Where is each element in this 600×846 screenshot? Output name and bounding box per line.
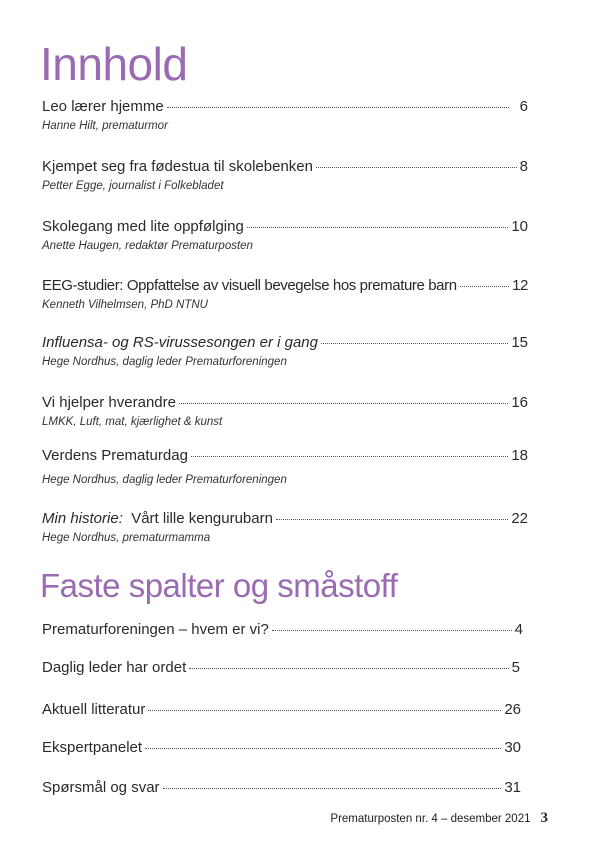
dot-leader	[247, 227, 509, 228]
toc-page: 26	[504, 701, 521, 718]
toc-title: Prematurforeningen – hvem er vi?	[42, 621, 269, 638]
toc-author: Hege Nordhus, prematurmamma	[42, 532, 211, 544]
toc-entry[interactable]	[42, 334, 528, 369]
toc-title: Vårt lille kengurubarn	[131, 510, 273, 527]
toc-page: 15	[511, 334, 528, 351]
dot-leader	[460, 286, 509, 287]
dot-leader	[272, 630, 512, 631]
toc-entry[interactable]	[42, 277, 528, 312]
toc-page: 31	[504, 779, 521, 796]
toc-entry[interactable]	[42, 510, 528, 545]
toc-title: Vi hjelper hverandre	[42, 394, 176, 411]
toc-title: Verdens Prematurdag	[42, 447, 188, 464]
dot-leader	[167, 107, 509, 108]
page-title: Innhold	[40, 38, 188, 90]
toc-page: 8	[519, 158, 528, 175]
toc-title: Spørsmål og svar	[42, 779, 160, 796]
toc-author: Hanne Hilt, prematurmor	[42, 120, 168, 132]
toc-page: 4	[514, 621, 523, 638]
toc-title: Daglig leder har ordet	[42, 659, 187, 676]
toc-title: Skolegang med lite oppfølging	[42, 218, 244, 235]
column-entry[interactable]	[42, 621, 523, 639]
dot-leader	[148, 710, 501, 711]
toc-page: 30	[504, 739, 521, 756]
section-heading: Faste spalter og småstoff	[40, 567, 398, 604]
toc-page: 18	[511, 447, 528, 464]
toc-page-body	[42, 38, 528, 797]
toc-title: Leo lærer hjemme	[42, 98, 164, 115]
dot-leader	[316, 167, 517, 168]
toc-entry[interactable]	[42, 158, 528, 193]
toc-page: 10	[511, 218, 528, 235]
dot-leader	[276, 519, 508, 520]
toc-author: LMKK, Luft, mat, kjærlighet & kunst	[42, 416, 223, 428]
column-entry[interactable]	[42, 779, 521, 797]
column-entry[interactable]	[42, 701, 521, 719]
dot-leader	[179, 403, 508, 404]
toc-entry[interactable]	[42, 98, 528, 133]
toc-entry[interactable]	[42, 218, 528, 253]
dot-leader	[163, 788, 502, 789]
toc-title: Ekspertpanelet	[42, 739, 143, 756]
dot-leader	[145, 748, 501, 749]
toc-entry[interactable]	[42, 447, 528, 487]
toc-title: EEG-studier: Oppfattelse av visuell bevegelse hos premature barn	[42, 277, 457, 294]
toc-page: 5	[511, 659, 520, 676]
toc-page: 6	[519, 98, 528, 115]
dot-leader	[189, 668, 508, 669]
page-number: 3	[540, 810, 548, 826]
toc-title: Kjempet seg fra fødestua til skolebenken	[42, 158, 313, 175]
toc-author: Petter Egge, journalist i Folkebladet	[42, 180, 224, 192]
toc-page: 22	[511, 510, 528, 527]
toc-author: Hege Nordhus, daglig leder Prematurforeningen	[42, 356, 287, 368]
toc-author: Kenneth Vilhelmsen, PhD NTNU	[42, 299, 208, 311]
footer-publication: Prematurposten nr. 4 – desember 2021	[330, 813, 531, 825]
toc-page: 12	[512, 277, 528, 294]
column-entry[interactable]	[42, 659, 520, 677]
dot-leader	[321, 343, 508, 344]
dot-leader	[191, 456, 508, 457]
toc-title: Influensa- og RS-virussesongen er i gang	[42, 334, 318, 351]
toc-prefix: Min historie:	[42, 510, 123, 527]
toc-page: 16	[511, 394, 528, 411]
column-entry[interactable]	[42, 739, 521, 757]
page-footer	[330, 810, 548, 827]
toc-entry[interactable]	[42, 394, 528, 429]
toc-author: Anette Haugen, redaktør Prematurposten	[42, 240, 253, 252]
toc-author: Hege Nordhus, daglig leder Prematurforeningen	[42, 474, 287, 486]
toc-title: Aktuell litteratur	[42, 701, 146, 718]
